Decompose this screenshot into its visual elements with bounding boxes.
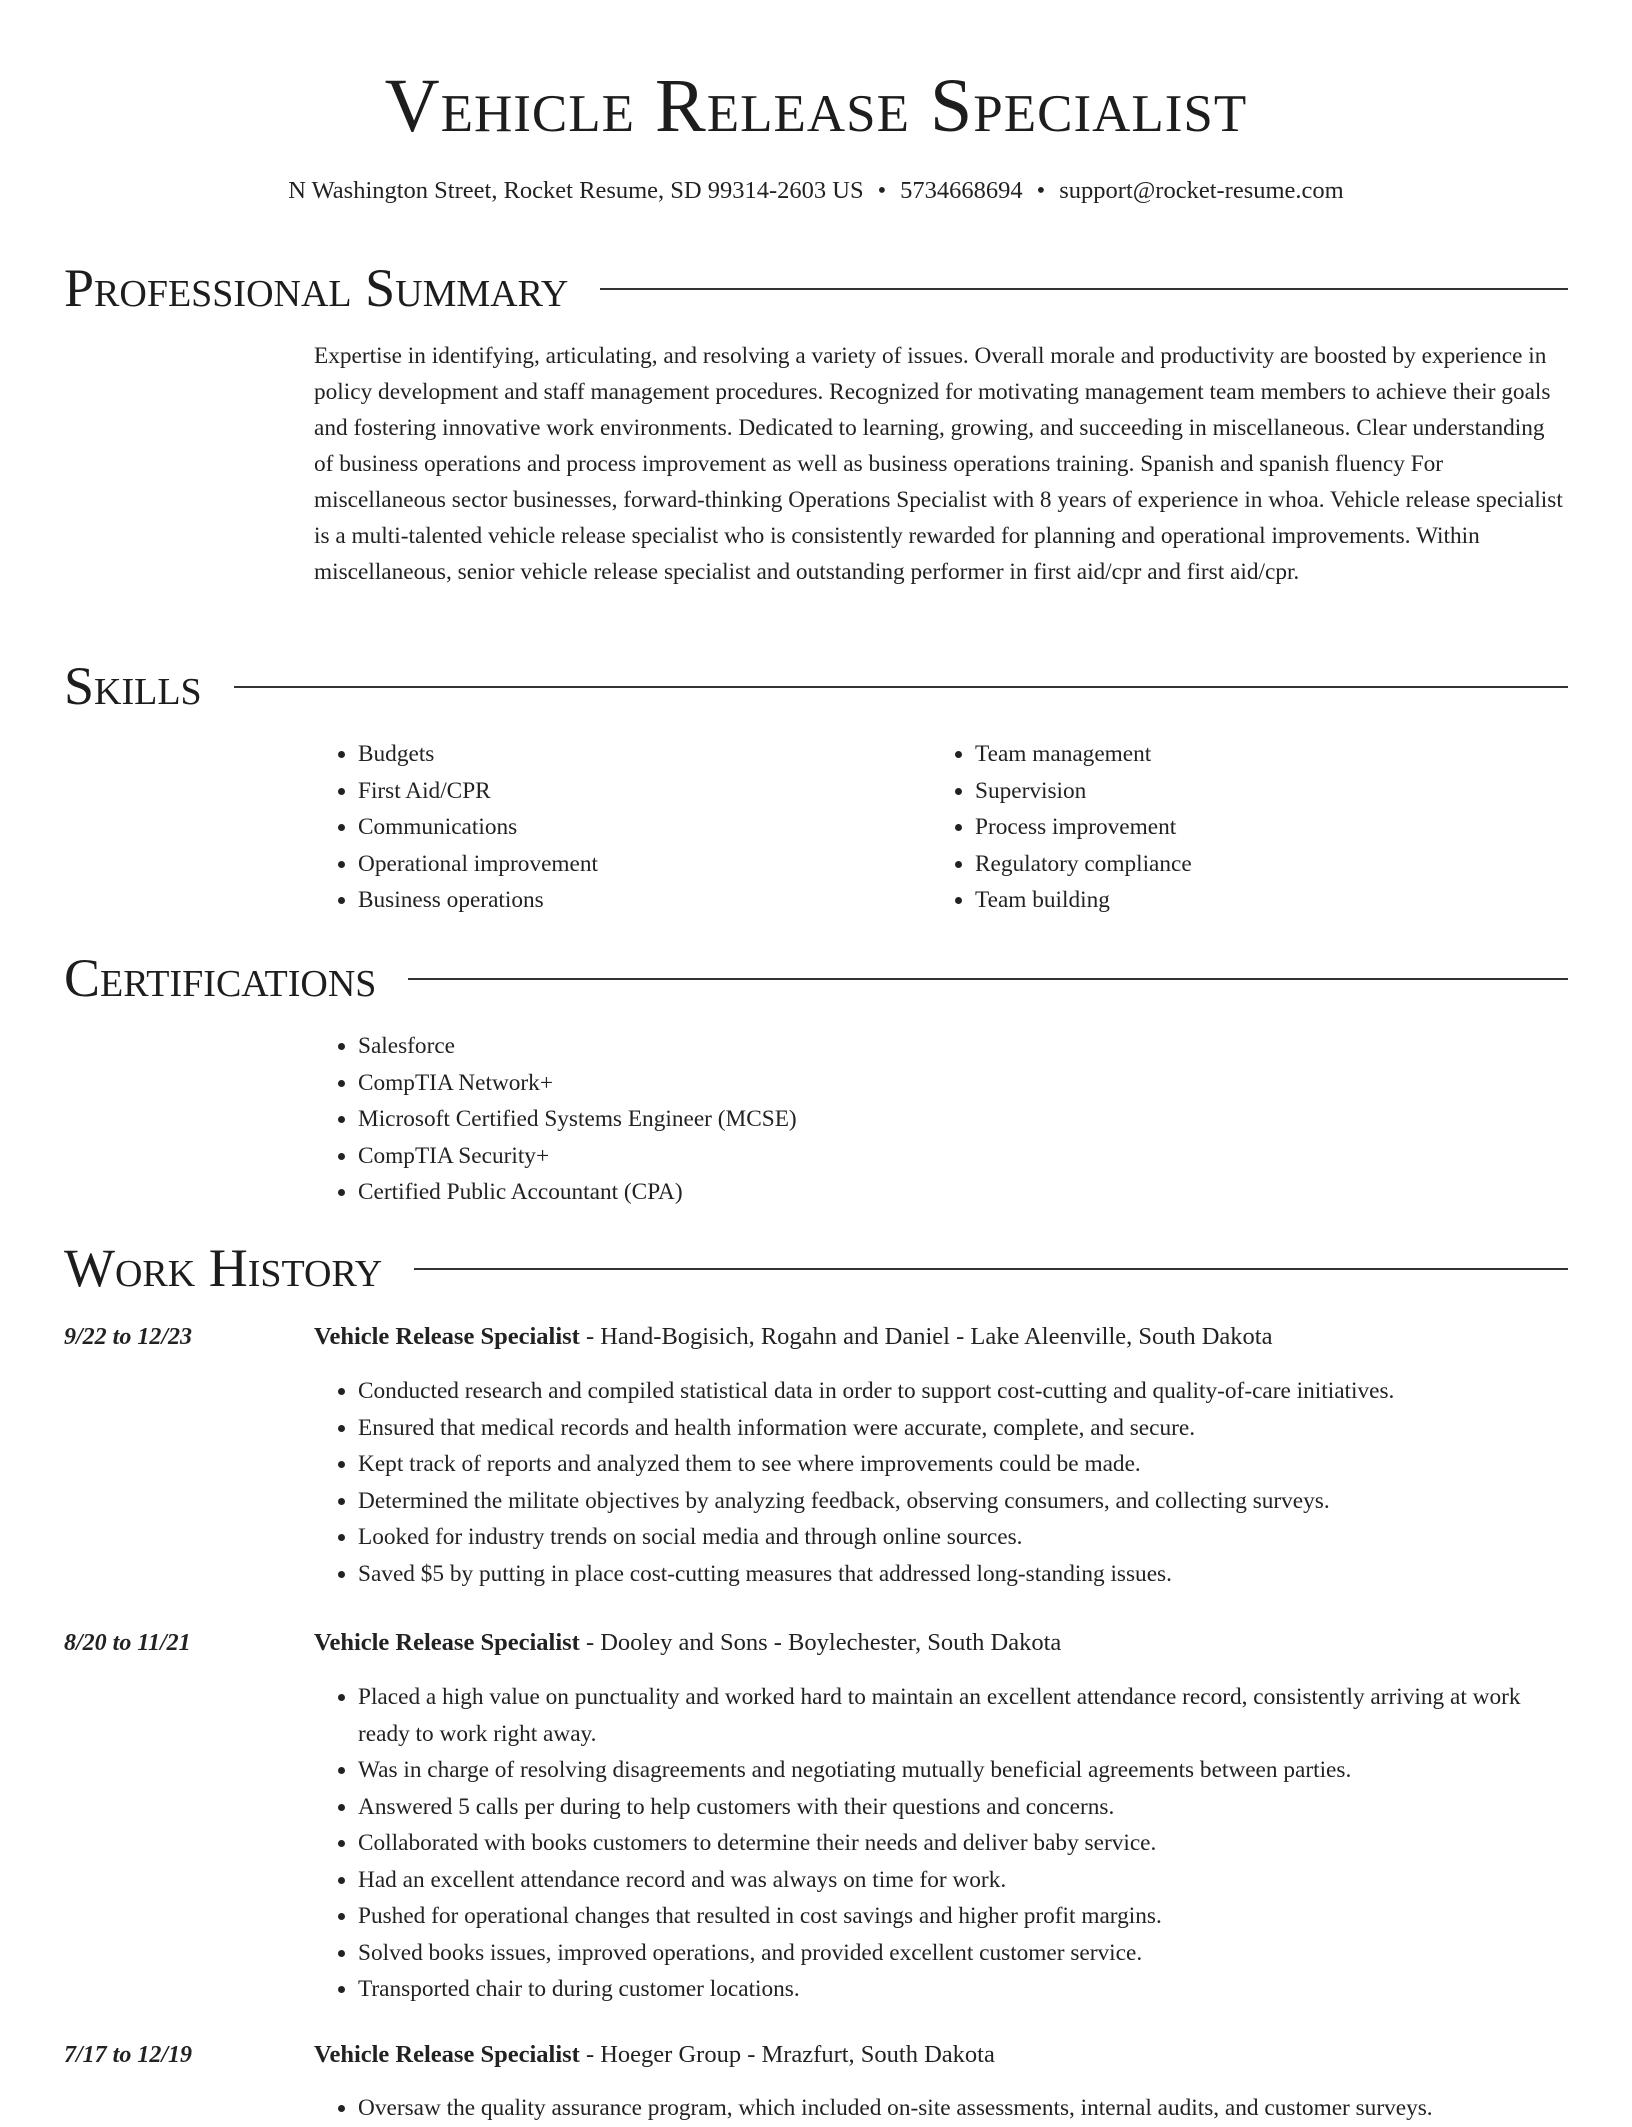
email[interactable]: support@rocket-resume.com	[1059, 177, 1344, 204]
skill-item: • Operational improvement	[358, 846, 914, 883]
work-history-section-header	[64, 1236, 1568, 1300]
job-details: - Hoeger Group - Mrazfurt, South Dakota	[579, 2041, 995, 2068]
section-divider	[408, 978, 1568, 980]
separator: •	[1036, 177, 1046, 204]
job-details: - Hand-Bogisich, Rogahn and Daniel - Lake Aleenville, South Dakota	[579, 1323, 1273, 1350]
job-bullet: • Collaborated with books customers to determine their needs and deliver baby service.	[358, 1825, 1568, 1862]
skills-left-column	[314, 736, 914, 919]
job-bullet: • Solved books issues, improved operations, and provided excellent customer service.	[358, 1935, 1568, 1972]
job-bullet: • Ensured that medical records and health information were accurate, complete, and secure.	[358, 1410, 1568, 1447]
certification-item: • CompTIA Network+	[358, 1065, 1314, 1102]
section-divider	[600, 288, 1568, 290]
skill-item: • Process improvement	[975, 809, 1531, 846]
job-bullet: • Placed a high value on punctuality and worked hard to maintain an excellent attendance record, consistently arriving at work ready to work right away.	[358, 1679, 1568, 1752]
section-divider	[414, 1268, 1568, 1270]
job-bullet: • Kept track of reports and analyzed them to see where improvements could be made.	[358, 1446, 1568, 1483]
candidate-name: Vehicle Release Specialist	[384, 64, 1248, 148]
job-heading	[314, 1626, 1568, 1660]
job-bullet: • Pushed for operational changes that resulted in cost savings and higher profit margins.	[358, 1898, 1568, 1935]
certification-item: • Certified Public Accountant (CPA)	[358, 1174, 1314, 1211]
skill-item: • Communications	[358, 809, 914, 846]
job-bullet: • Answered 5 calls per during to help customers with their questions and concerns.	[358, 1789, 1568, 1826]
job-bullet: • Determined the militate objectives by analyzing feedback, observing consumers, and collecting surveys.	[358, 1483, 1568, 1520]
phone: 5734668694	[900, 177, 1023, 204]
certifications-section-header	[64, 946, 1568, 1010]
section-title: Skills	[64, 656, 202, 716]
job-details: - Dooley and Sons - Boylechester, South Dakota	[579, 1629, 1062, 1656]
certifications-list	[314, 1028, 1314, 1211]
job-bullet: • Oversaw the quality assurance program, which included on-site assessments, internal audits, and customer surveys.	[358, 2090, 1568, 2127]
summary-text: Expertise in identifying, articulating, and resolving a variety of issues. Overall morale and productivity are boosted by experience in policy development and staff management procedures. Recognized for motivating management team members to achieve their goals and fostering innovative work environments. Dedicated to learning, growing, and succeeding in miscellaneous. Clear understanding of business operations and process improvement as well as business operations training. Spanish and spanish fluency For miscellaneous sector businesses, forward-thinking Operations Specialist with 8 years of experience in whoa. Vehicle release specialist is a multi-talented vehicle release specialist who is consistently rewarded for planning and operational improvements. Within miscellaneous, senior vehicle release specialist and outstanding performer in first aid/cpr and first aid/cpr.	[314, 343, 1563, 585]
skill-item: • Team building	[975, 882, 1531, 919]
skill-item: • Supervision	[975, 773, 1531, 810]
job-role: Vehicle Release Specialist	[314, 1323, 580, 1350]
job-bullet: • Transported chair to during customer locations.	[358, 1971, 1568, 2008]
job-bullet: • Was in charge of resolving disagreements and negotiating mutually beneficial agreements between parties.	[358, 1752, 1568, 1789]
section-divider	[234, 686, 1568, 688]
job-bullet: • Saved $5 by putting in place cost-cutting measures that addressed long-standing issues.	[358, 1556, 1568, 1593]
job-dates: 9/22 to 12/23	[64, 1324, 193, 1350]
address: N Washington Street, Rocket Resume, SD 99314-2603 US	[288, 177, 864, 204]
job-heading	[314, 2038, 1568, 2072]
certification-item: • Microsoft Certified Systems Engineer (MCSE)	[358, 1101, 1314, 1138]
skill-item: • Business operations	[358, 882, 914, 919]
certification-item: • CompTIA Security+	[358, 1138, 1314, 1175]
contact-line	[0, 174, 1632, 208]
section-title: Professional Summary	[64, 258, 569, 318]
skill-item: • Team management	[975, 736, 1531, 773]
job-role: Vehicle Release Specialist	[314, 2041, 580, 2068]
job-role: Vehicle Release Specialist	[314, 1629, 580, 1656]
skills-right-column	[931, 736, 1531, 919]
skill-item: • First Aid/CPR	[358, 773, 914, 810]
skills-section-header	[64, 654, 1568, 718]
section-title: Certifications	[64, 948, 377, 1008]
job-bullet: • Had an excellent attendance record and was always on time for work.	[358, 1862, 1568, 1899]
job-bullet: • Looked for industry trends on social media and through online sources.	[358, 1519, 1568, 1556]
section-title: Work History	[64, 1238, 383, 1298]
job-bullets	[314, 1373, 1568, 1592]
job-dates: 8/20 to 11/21	[64, 1630, 191, 1656]
job-heading	[314, 1320, 1568, 1354]
job-dates: 7/17 to 12/19	[64, 2042, 193, 2068]
job-bullets	[314, 1679, 1568, 2008]
summary-section-header	[64, 256, 1568, 320]
skill-item: • Budgets	[358, 736, 914, 773]
certification-item: • Salesforce	[358, 1028, 1314, 1065]
skill-item: • Regulatory compliance	[975, 846, 1531, 883]
job-bullet: • Conducted research and compiled statistical data in order to support cost-cutting and quality-of-care initiatives.	[358, 1373, 1568, 1410]
separator: •	[877, 177, 887, 204]
job-bullets	[314, 2090, 1568, 2127]
